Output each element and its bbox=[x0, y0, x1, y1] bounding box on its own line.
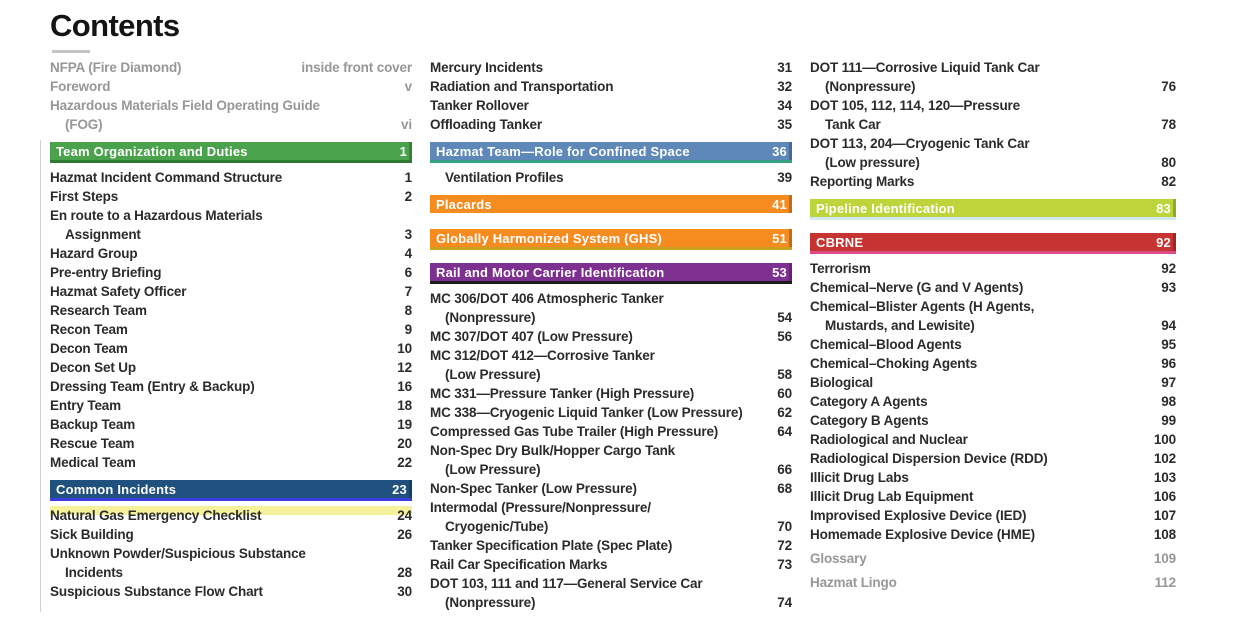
toc-entry-page-number: 7 bbox=[404, 284, 412, 299]
toc-entry-line bbox=[430, 479, 792, 498]
toc-entry-line bbox=[50, 58, 412, 77]
toc-entry-line bbox=[810, 573, 1176, 592]
toc-entry bbox=[810, 335, 1176, 354]
toc-entry bbox=[430, 422, 792, 441]
toc-entry bbox=[50, 506, 412, 525]
toc-entry-title: Non-Spec Tanker (Low Pressure) bbox=[430, 481, 637, 496]
toc-entry bbox=[50, 301, 412, 320]
toc-entry bbox=[430, 574, 792, 612]
toc-entry-line bbox=[50, 206, 412, 225]
toc-column-1 bbox=[50, 58, 412, 601]
toc-entry bbox=[50, 320, 412, 339]
toc-entry-title: Hazmat Lingo bbox=[810, 575, 897, 590]
toc-entry-page-number: 9 bbox=[404, 322, 412, 337]
toc-entry-page-number: 112 bbox=[1154, 575, 1176, 590]
toc-entry bbox=[50, 544, 412, 582]
toc-entry-title: NFPA (Fire Diamond) bbox=[50, 60, 182, 75]
section-header-page-number: 23 bbox=[392, 481, 407, 497]
toc-entry-title: Reporting Marks bbox=[810, 174, 915, 189]
toc-entry bbox=[810, 525, 1176, 544]
toc-entry bbox=[50, 58, 412, 77]
toc-entry-line bbox=[810, 487, 1176, 506]
toc-entry-page-number: 76 bbox=[1161, 79, 1176, 94]
toc-entry-title: Decon Set Up bbox=[50, 360, 136, 375]
toc-entry-page-number: 4 bbox=[404, 246, 412, 261]
section-header bbox=[430, 195, 792, 216]
toc-entry-line bbox=[810, 525, 1176, 544]
toc-entry-title: (Nonpressure) bbox=[445, 595, 536, 610]
toc-entry bbox=[50, 453, 412, 472]
toc-entry bbox=[810, 172, 1176, 191]
toc-entry-title: Biological bbox=[810, 375, 874, 390]
section-header-title: Placards bbox=[436, 196, 492, 212]
toc-entry-line bbox=[810, 96, 1176, 115]
section-header bbox=[50, 480, 412, 501]
toc-entry-line bbox=[430, 460, 792, 479]
toc-entry-title: Radiation and Transportation bbox=[430, 79, 614, 94]
toc-entry-line bbox=[50, 263, 412, 282]
toc-entry-page-number: 32 bbox=[777, 79, 792, 94]
section-header-title: Globally Harmonized System (GHS) bbox=[436, 230, 663, 246]
toc-entry-title: Non-Spec Dry Bulk/Hopper Cargo Tank bbox=[430, 443, 676, 458]
toc-entry bbox=[430, 327, 792, 346]
toc-entry-page-number: 74 bbox=[777, 595, 792, 610]
toc-entry-title: Assignment bbox=[65, 227, 141, 242]
toc-entry-title: Illicit Drug Labs bbox=[810, 470, 909, 485]
toc-entry-line bbox=[810, 58, 1176, 77]
toc-entry-title: Medical Team bbox=[50, 455, 136, 470]
toc-entry bbox=[50, 168, 412, 187]
toc-entry-page-number: 96 bbox=[1161, 356, 1176, 371]
section-header bbox=[50, 142, 412, 163]
toc-entry-title: Compressed Gas Tube Trailer (High Pressure) bbox=[430, 424, 719, 439]
toc-entry bbox=[810, 506, 1176, 525]
toc-entry-line bbox=[430, 308, 792, 327]
toc-entry-line bbox=[50, 320, 412, 339]
toc-entry-page-number: 68 bbox=[777, 481, 792, 496]
toc-entry-line bbox=[810, 549, 1176, 568]
toc-entry-line bbox=[810, 468, 1176, 487]
toc-entry-title: Foreword bbox=[50, 79, 111, 94]
title-underline-rule bbox=[52, 50, 90, 53]
toc-entry-line bbox=[430, 441, 792, 460]
toc-entry-title: Research Team bbox=[50, 303, 147, 318]
section-header-title: Pipeline Identification bbox=[816, 200, 955, 216]
toc-entry bbox=[810, 134, 1176, 172]
toc-entry-title: Cryogenic/Tube) bbox=[445, 519, 549, 534]
toc-entry bbox=[810, 354, 1176, 373]
toc-entry bbox=[430, 441, 792, 479]
toc-entry bbox=[810, 278, 1176, 297]
toc-entry-line bbox=[430, 422, 792, 441]
toc-entry bbox=[430, 168, 792, 187]
toc-entry-title: Unknown Powder/Suspicious Substance bbox=[50, 546, 306, 561]
toc-entry-page-number: 60 bbox=[777, 386, 792, 401]
toc-entry-page-number: 54 bbox=[777, 310, 792, 325]
section-header bbox=[430, 229, 792, 250]
toc-entry-page-number: 107 bbox=[1153, 508, 1176, 523]
toc-entry-page-number: 62 bbox=[777, 405, 792, 420]
toc-entry-page-number: 58 bbox=[777, 367, 792, 382]
toc-entry-title: Incidents bbox=[65, 565, 123, 580]
toc-entry bbox=[430, 115, 792, 134]
toc-entry-page-number: 64 bbox=[777, 424, 792, 439]
toc-entry-line bbox=[810, 373, 1176, 392]
toc-entry-title: DOT 105, 112, 114, 120—Pressure bbox=[810, 98, 1020, 113]
toc-entry-line bbox=[430, 346, 792, 365]
toc-entry-page-number: 31 bbox=[777, 60, 792, 75]
toc-entry-line bbox=[50, 168, 412, 187]
toc-entry-line bbox=[50, 225, 412, 244]
toc-entry-line bbox=[430, 593, 792, 612]
toc-entry-page-number: 3 bbox=[404, 227, 412, 242]
toc-entry-title: Backup Team bbox=[50, 417, 136, 432]
page-title: Contents bbox=[50, 8, 180, 43]
toc-entry-line bbox=[430, 96, 792, 115]
section-header-title: Team Organization and Duties bbox=[56, 143, 248, 159]
toc-entry-line bbox=[50, 339, 412, 358]
section-header-page-number: 53 bbox=[772, 264, 787, 280]
toc-entry-line bbox=[430, 327, 792, 346]
toc-entry-line bbox=[810, 77, 1176, 96]
toc-entry-line bbox=[810, 411, 1176, 430]
toc-entry bbox=[430, 58, 792, 77]
toc-entry-page-number: 97 bbox=[1161, 375, 1176, 390]
toc-entry bbox=[50, 525, 412, 544]
toc-entry-title: MC 306/DOT 406 Atmospheric Tanker bbox=[430, 291, 664, 306]
toc-entry-title: Improvised Explosive Device (IED) bbox=[810, 508, 1027, 523]
toc-entry-line bbox=[810, 506, 1176, 525]
toc-entry-line bbox=[810, 115, 1176, 134]
toc-entry bbox=[810, 573, 1176, 592]
toc-entry-title: Category A Agents bbox=[810, 394, 928, 409]
toc-entry bbox=[430, 479, 792, 498]
toc-entry-page-number: 39 bbox=[777, 170, 792, 185]
toc-entry-page-number: 22 bbox=[397, 455, 412, 470]
left-margin-scan-line bbox=[40, 140, 41, 612]
toc-entry bbox=[50, 282, 412, 301]
toc-entry bbox=[50, 377, 412, 396]
toc-entry-line bbox=[810, 259, 1176, 278]
toc-entry-line bbox=[810, 335, 1176, 354]
toc-entry-title: Hazardous Materials Field Operating Guide bbox=[50, 98, 320, 113]
toc-entry-title: Category B Agents bbox=[810, 413, 929, 428]
toc-entry-page-number: 94 bbox=[1161, 318, 1176, 333]
toc-entry-title: Hazard Group bbox=[50, 246, 138, 261]
toc-entry-line bbox=[430, 115, 792, 134]
toc-entry bbox=[50, 396, 412, 415]
section-header-title: Common Incidents bbox=[56, 481, 177, 497]
toc-entry-page-number: 8 bbox=[404, 303, 412, 318]
toc-entry-title: Radiological and Nuclear bbox=[810, 432, 968, 447]
toc-entry-page-number: 92 bbox=[1161, 261, 1176, 276]
toc-entry-title: Dressing Team (Entry & Backup) bbox=[50, 379, 255, 394]
toc-entry-page-number: 35 bbox=[777, 117, 792, 132]
section-header-page-number: 51 bbox=[772, 230, 787, 246]
toc-entry-title: Offloading Tanker bbox=[430, 117, 542, 132]
toc-entry-page-number: 100 bbox=[1153, 432, 1176, 447]
toc-entry-title: Glossary bbox=[810, 551, 867, 566]
toc-entry-page-number: 6 bbox=[404, 265, 412, 280]
toc-entry bbox=[50, 415, 412, 434]
toc-entry bbox=[50, 77, 412, 96]
toc-entry bbox=[810, 96, 1176, 134]
toc-entry-line bbox=[50, 525, 412, 544]
toc-entry-line bbox=[430, 168, 792, 187]
toc-entry-title: First Steps bbox=[50, 189, 119, 204]
toc-entry-line bbox=[810, 354, 1176, 373]
toc-entry-line bbox=[430, 289, 792, 308]
toc-entry-line bbox=[50, 96, 412, 115]
toc-entry-line bbox=[50, 434, 412, 453]
toc-entry-line bbox=[810, 297, 1176, 316]
toc-entry-line bbox=[810, 172, 1176, 191]
toc-entry bbox=[430, 96, 792, 115]
toc-entry-line bbox=[430, 384, 792, 403]
toc-entry-title: (FOG) bbox=[65, 117, 103, 132]
toc-entry bbox=[50, 96, 412, 134]
toc-entry-line bbox=[810, 134, 1176, 153]
toc-entry-line bbox=[50, 563, 412, 582]
toc-entry-page-number: 109 bbox=[1153, 551, 1176, 566]
toc-entry-title: MC 312/DOT 412—Corrosive Tanker bbox=[430, 348, 655, 363]
toc-entry-title: Tanker Specification Plate (Spec Plate) bbox=[430, 538, 673, 553]
toc-entry-line bbox=[50, 582, 412, 601]
toc-entry-line bbox=[430, 403, 792, 422]
toc-entry-title: Tanker Rollover bbox=[430, 98, 529, 113]
section-header-page-number: 36 bbox=[772, 143, 787, 159]
toc-entry-page-number: 16 bbox=[397, 379, 412, 394]
toc-entry bbox=[430, 403, 792, 422]
toc-entry bbox=[810, 373, 1176, 392]
section-header-title: CBRNE bbox=[816, 234, 864, 250]
toc-entry-line bbox=[430, 365, 792, 384]
toc-entry-line bbox=[810, 278, 1176, 297]
toc-entry-line bbox=[810, 153, 1176, 172]
toc-entry-title: Ventilation Profiles bbox=[445, 170, 564, 185]
toc-entry-page-number: 28 bbox=[397, 565, 412, 580]
toc-entry bbox=[810, 549, 1176, 568]
toc-entry-line bbox=[810, 316, 1176, 335]
toc-entry-title: Terrorism bbox=[810, 261, 871, 276]
toc-entry bbox=[810, 297, 1176, 335]
toc-entry-line bbox=[50, 544, 412, 563]
toc-entry-title: Recon Team bbox=[50, 322, 128, 337]
section-header bbox=[810, 199, 1176, 220]
toc-entry-title: En route to a Hazardous Materials bbox=[50, 208, 263, 223]
toc-entry-title: Chemical–Blood Agents bbox=[810, 337, 962, 352]
toc-entry-page-number: 19 bbox=[397, 417, 412, 432]
toc-entry bbox=[810, 468, 1176, 487]
toc-entry-title: (Low pressure) bbox=[825, 155, 920, 170]
section-header bbox=[430, 263, 792, 284]
toc-entry-title: Rescue Team bbox=[50, 436, 135, 451]
toc-entry bbox=[430, 384, 792, 403]
toc-entry-title: (Low Pressure) bbox=[445, 462, 541, 477]
toc-entry-title: (Nonpressure) bbox=[825, 79, 916, 94]
toc-entry-line bbox=[50, 282, 412, 301]
toc-entry-title: Pre-entry Briefing bbox=[50, 265, 162, 280]
toc-entry-page-number: 106 bbox=[1153, 489, 1176, 504]
toc-entry bbox=[810, 392, 1176, 411]
toc-entry-title: Rail Car Specification Marks bbox=[430, 557, 608, 572]
toc-entry-page-number: 70 bbox=[777, 519, 792, 534]
toc-entry-page-number: 72 bbox=[777, 538, 792, 553]
toc-entry-line bbox=[430, 498, 792, 517]
toc-entry-title: Chemical–Nerve (G and V Agents) bbox=[810, 280, 1024, 295]
toc-entry-line bbox=[50, 396, 412, 415]
toc-entry-line bbox=[50, 377, 412, 396]
toc-entry-page-number: inside front cover bbox=[301, 60, 412, 75]
toc-entry-title: DOT 103, 111 and 117—General Service Car bbox=[430, 576, 703, 591]
toc-entry-line bbox=[430, 517, 792, 536]
toc-entry bbox=[810, 259, 1176, 278]
toc-entry-page-number: 93 bbox=[1161, 280, 1176, 295]
toc-entry-title: Radiological Dispersion Device (RDD) bbox=[810, 451, 1048, 466]
toc-entry-line bbox=[50, 358, 412, 377]
toc-entry-title: Hazmat Safety Officer bbox=[50, 284, 187, 299]
toc-entry-page-number: 56 bbox=[777, 329, 792, 344]
section-header-title: Rail and Motor Carrier Identification bbox=[436, 264, 665, 280]
toc-entry-title: Tank Car bbox=[825, 117, 881, 132]
toc-entry-line bbox=[50, 453, 412, 472]
toc-entry-page-number: 1 bbox=[404, 170, 412, 185]
toc-entry-line bbox=[50, 415, 412, 434]
toc-entry bbox=[430, 346, 792, 384]
toc-entry-page-number: 103 bbox=[1153, 470, 1176, 485]
toc-entry-page-number: 26 bbox=[397, 527, 412, 542]
toc-entry-line bbox=[50, 115, 412, 134]
toc-entry-title: Illicit Drug Lab Equipment bbox=[810, 489, 974, 504]
toc-entry bbox=[810, 487, 1176, 506]
toc-entry-line bbox=[430, 77, 792, 96]
toc-entry-title: MC 307/DOT 407 (Low Pressure) bbox=[430, 329, 633, 344]
toc-entry-page-number: 2 bbox=[404, 189, 412, 204]
section-header-page-number: 41 bbox=[772, 196, 787, 212]
toc-entry bbox=[50, 263, 412, 282]
toc-entry-line bbox=[810, 430, 1176, 449]
toc-entry bbox=[430, 536, 792, 555]
section-header-page-number: 83 bbox=[1156, 200, 1171, 216]
section-header bbox=[810, 233, 1176, 254]
toc-entry-line bbox=[430, 555, 792, 574]
toc-entry bbox=[810, 430, 1176, 449]
toc-column-3 bbox=[810, 58, 1176, 592]
toc-entry bbox=[810, 449, 1176, 468]
toc-column-2 bbox=[430, 58, 792, 612]
toc-entry bbox=[50, 434, 412, 453]
toc-entry-line bbox=[50, 244, 412, 263]
toc-entry-line bbox=[430, 574, 792, 593]
toc-entry-page-number: 95 bbox=[1161, 337, 1176, 352]
toc-entry bbox=[430, 498, 792, 536]
toc-entry-page-number: 73 bbox=[777, 557, 792, 572]
toc-entry-page-number: vi bbox=[401, 117, 412, 132]
toc-entry-title: Sick Building bbox=[50, 527, 134, 542]
toc-entry-page-number: 12 bbox=[397, 360, 412, 375]
toc-entry bbox=[50, 358, 412, 377]
toc-entry bbox=[430, 77, 792, 96]
toc-entry-line bbox=[430, 536, 792, 555]
toc-entry-page-number: 34 bbox=[777, 98, 792, 113]
toc-entry-title: Intermodal (Pressure/Nonpressure/ bbox=[430, 500, 651, 515]
toc-entry-title: Natural Gas Emergency Checklist bbox=[50, 508, 262, 523]
toc-entry-title: Hazmat Incident Command Structure bbox=[50, 170, 283, 185]
section-header-title: Hazmat Team—Role for Confined Space bbox=[436, 143, 690, 159]
toc-entry-title: MC 331—Pressure Tanker (High Pressure) bbox=[430, 386, 695, 401]
toc-entry-title: MC 338—Cryogenic Liquid Tanker (Low Pressure) bbox=[430, 405, 743, 420]
toc-entry-page-number: 82 bbox=[1161, 174, 1176, 189]
section-header-page-number: 92 bbox=[1156, 234, 1171, 250]
toc-entry-title: Mercury Incidents bbox=[430, 60, 543, 75]
toc-entry bbox=[50, 206, 412, 244]
toc-entry-line bbox=[810, 392, 1176, 411]
toc-entry bbox=[50, 582, 412, 601]
toc-entry bbox=[430, 289, 792, 327]
toc-entry-title: (Low Pressure) bbox=[445, 367, 541, 382]
toc-entry-page-number: 98 bbox=[1161, 394, 1176, 409]
toc-entry-title: DOT 111—Corrosive Liquid Tank Car bbox=[810, 60, 1040, 75]
toc-entry-page-number: 108 bbox=[1153, 527, 1176, 542]
toc-entry-line bbox=[50, 77, 412, 96]
toc-entry-page-number: 80 bbox=[1161, 155, 1176, 170]
toc-entry bbox=[50, 187, 412, 206]
toc-entry-title: (Nonpressure) bbox=[445, 310, 536, 325]
section-header bbox=[430, 142, 792, 163]
toc-entry-title: Chemical–Blister Agents (H Agents, bbox=[810, 299, 1035, 314]
toc-entry-line bbox=[50, 187, 412, 206]
toc-entry-title: Decon Team bbox=[50, 341, 128, 356]
toc-entry-title: Chemical–Choking Agents bbox=[810, 356, 978, 371]
toc-entry bbox=[810, 411, 1176, 430]
toc-entry-page-number: v bbox=[404, 79, 412, 94]
section-header-page-number: 1 bbox=[399, 143, 407, 159]
toc-entry bbox=[50, 244, 412, 263]
toc-entry bbox=[810, 58, 1176, 96]
toc-entry-title: Suspicious Substance Flow Chart bbox=[50, 584, 263, 599]
toc-entry bbox=[50, 339, 412, 358]
toc-entry-line bbox=[50, 506, 412, 525]
toc-entry-page-number: 20 bbox=[397, 436, 412, 451]
toc-entry-title: Entry Team bbox=[50, 398, 122, 413]
toc-entry-page-number: 24 bbox=[397, 508, 412, 523]
toc-entry-page-number: 99 bbox=[1161, 413, 1176, 428]
toc-entry-page-number: 18 bbox=[397, 398, 412, 413]
toc-entry-page-number: 10 bbox=[397, 341, 412, 356]
toc-entry-title: Mustards, and Lewisite) bbox=[825, 318, 975, 333]
toc-entry-line bbox=[50, 301, 412, 320]
toc-entry-line bbox=[430, 58, 792, 77]
toc-entry-line bbox=[810, 449, 1176, 468]
toc-entry-title: Homemade Explosive Device (HME) bbox=[810, 527, 1035, 542]
toc-entry-page-number: 66 bbox=[777, 462, 792, 477]
toc-entry bbox=[430, 555, 792, 574]
toc-entry-title: DOT 113, 204—Cryogenic Tank Car bbox=[810, 136, 1030, 151]
toc-entry-page-number: 78 bbox=[1161, 117, 1176, 132]
toc-entry-page-number: 30 bbox=[397, 584, 412, 599]
toc-entry-page-number: 102 bbox=[1153, 451, 1176, 466]
